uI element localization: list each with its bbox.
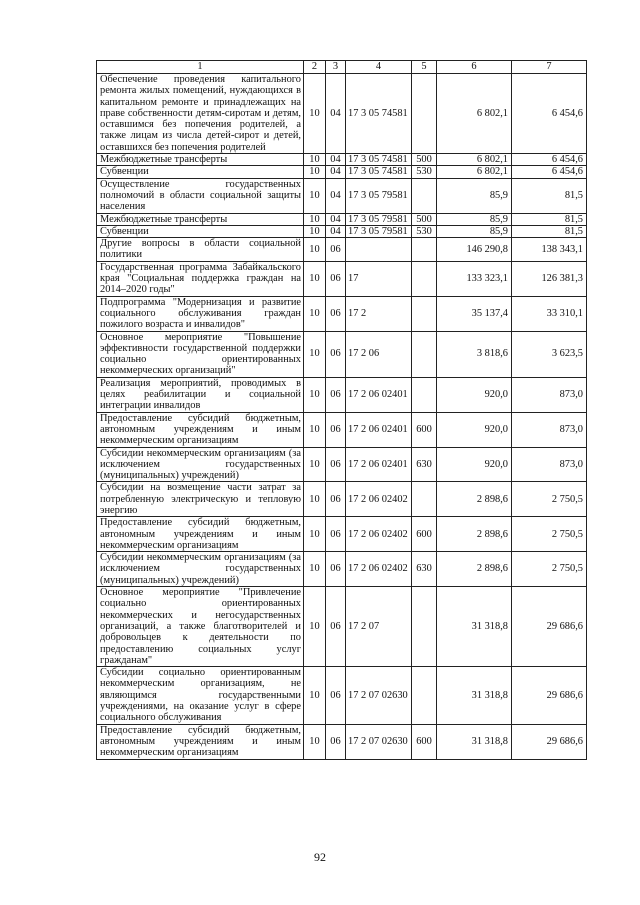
row-section-cell: 10 — [304, 261, 326, 296]
table-row — [97, 724, 587, 759]
row-section-cell: 10 — [304, 296, 326, 331]
row-name-cell: Межбюджетные трансферты — [97, 154, 304, 166]
row-section-cell: 10 — [304, 412, 326, 447]
row-amount-col7-cell: 81,5 — [512, 178, 587, 213]
table-row — [97, 377, 587, 412]
row-amount-col7-cell: 81,5 — [512, 213, 587, 225]
row-target-article-cell: 17 2 06 02402 — [346, 482, 412, 517]
table-row — [97, 412, 587, 447]
row-subsection-cell: 06 — [326, 667, 346, 724]
row-subsection-cell: 06 — [326, 552, 346, 587]
table-row — [97, 154, 587, 166]
budget-table — [96, 60, 587, 760]
row-target-article-cell: 17 2 06 02401 — [346, 447, 412, 482]
row-amount-col6-cell: 146 290,8 — [437, 238, 512, 262]
row-amount-col6-cell: 35 137,4 — [437, 296, 512, 331]
col-header-6: 6 — [437, 61, 512, 74]
row-amount-col7-cell: 2 750,5 — [512, 482, 587, 517]
row-subsection-cell: 04 — [326, 178, 346, 213]
row-amount-col6-cell: 31 318,8 — [437, 587, 512, 667]
row-name-cell: Межбюджетные трансферты — [97, 213, 304, 225]
row-amount-col7-cell: 126 381,3 — [512, 261, 587, 296]
row-name-cell: Государственная программа Забайкальского края "Социальная поддержка граждан на 2014–2020 годы" — [97, 261, 304, 296]
row-target-article-cell: 17 2 06 02402 — [346, 517, 412, 552]
row-expense-type-cell — [412, 178, 437, 213]
row-name-cell: Предоставление субсидий бюджетным, автономным учреждениям и иным некоммерческим организациям — [97, 412, 304, 447]
row-subsection-cell: 04 — [326, 166, 346, 178]
row-subsection-cell: 06 — [326, 296, 346, 331]
row-amount-col6-cell: 6 802,1 — [437, 74, 512, 154]
row-section-cell: 10 — [304, 238, 326, 262]
row-name-cell: Основное мероприятие "Привлечение социально ориентированных некоммерческих и негосударственных организаций, а также благотворителей и добровольцев к деятельности по предоставлению социальных услуг гражданам" — [97, 587, 304, 667]
row-amount-col7-cell: 29 686,6 — [512, 724, 587, 759]
row-section-cell: 10 — [304, 724, 326, 759]
row-target-article-cell: 17 2 07 02630 — [346, 724, 412, 759]
table-row — [97, 587, 587, 667]
table-row — [97, 166, 587, 178]
table-row — [97, 296, 587, 331]
row-section-cell: 10 — [304, 667, 326, 724]
row-expense-type-cell: 530 — [412, 225, 437, 237]
row-name-cell: Другие вопросы в области социальной политики — [97, 238, 304, 262]
row-amount-col6-cell: 85,9 — [437, 213, 512, 225]
row-amount-col7-cell: 3 623,5 — [512, 331, 587, 377]
row-amount-col6-cell: 3 818,6 — [437, 331, 512, 377]
table-row — [97, 74, 587, 154]
row-amount-col7-cell: 873,0 — [512, 412, 587, 447]
row-subsection-cell: 06 — [326, 261, 346, 296]
row-amount-col7-cell: 33 310,1 — [512, 296, 587, 331]
row-section-cell: 10 — [304, 517, 326, 552]
row-name-cell: Предоставление субсидий бюджетным, автономным учреждениям и иным некоммерческим организациям — [97, 724, 304, 759]
row-expense-type-cell — [412, 667, 437, 724]
row-section-cell: 10 — [304, 74, 326, 154]
row-amount-col6-cell: 31 318,8 — [437, 667, 512, 724]
row-name-cell: Осуществление государственных полномочий в области социальной защиты населения — [97, 178, 304, 213]
row-subsection-cell: 06 — [326, 238, 346, 262]
row-subsection-cell: 06 — [326, 724, 346, 759]
table-row — [97, 238, 587, 262]
row-amount-col6-cell: 920,0 — [437, 377, 512, 412]
row-target-article-cell: 17 2 07 — [346, 587, 412, 667]
row-subsection-cell: 04 — [326, 154, 346, 166]
row-amount-col7-cell: 6 454,6 — [512, 74, 587, 154]
row-name-cell: Субсидии некоммерческим организациям (за исключением государственных (муниципальных) учреждений) — [97, 447, 304, 482]
row-section-cell: 10 — [304, 587, 326, 667]
col-header-4: 4 — [346, 61, 412, 74]
row-name-cell: Основное мероприятие "Повышение эффективности государственной поддержки социально ориентированных некоммерческих организаций" — [97, 331, 304, 377]
table-row — [97, 261, 587, 296]
row-expense-type-cell — [412, 331, 437, 377]
row-subsection-cell: 06 — [326, 377, 346, 412]
row-amount-col7-cell: 2 750,5 — [512, 517, 587, 552]
row-name-cell: Предоставление субсидий бюджетным, автономным учреждениям и иным некоммерческим организациям — [97, 517, 304, 552]
row-name-cell: Обеспечение проведения капитального ремонта жилых помещений, нуждающихся в капитальном ремонте и принадлежащих на праве собственности детям-сиротам и детям, оставшимся без попечения родителей, а также лицам из числа детей-сирот и детей, оставшихся без попечения родителей — [97, 74, 304, 154]
row-section-cell: 10 — [304, 331, 326, 377]
row-section-cell: 10 — [304, 377, 326, 412]
row-amount-col6-cell: 133 323,1 — [437, 261, 512, 296]
row-expense-type-cell: 500 — [412, 154, 437, 166]
row-amount-col6-cell: 85,9 — [437, 178, 512, 213]
row-amount-col7-cell: 6 454,6 — [512, 166, 587, 178]
row-subsection-cell: 06 — [326, 517, 346, 552]
row-subsection-cell: 06 — [326, 482, 346, 517]
row-expense-type-cell — [412, 587, 437, 667]
table-header-row — [97, 61, 587, 74]
row-expense-type-cell — [412, 296, 437, 331]
table-row — [97, 552, 587, 587]
row-target-article-cell: 17 3 05 74581 — [346, 74, 412, 154]
row-section-cell: 10 — [304, 166, 326, 178]
row-expense-type-cell: 600 — [412, 724, 437, 759]
row-expense-type-cell: 600 — [412, 517, 437, 552]
col-header-2: 2 — [304, 61, 326, 74]
row-subsection-cell: 04 — [326, 213, 346, 225]
table-row — [97, 225, 587, 237]
row-target-article-cell: 17 2 06 02401 — [346, 412, 412, 447]
table-row — [97, 482, 587, 517]
row-subsection-cell: 04 — [326, 225, 346, 237]
table-row — [97, 517, 587, 552]
row-target-article-cell: 17 2 07 02630 — [346, 667, 412, 724]
row-name-cell: Субсидии социально ориентированным некоммерческим организациям, не являющимся государственными учреждениями, на оказание услуг в сфере социального обслуживания — [97, 667, 304, 724]
row-expense-type-cell — [412, 238, 437, 262]
row-name-cell: Субсидии на возмещение части затрат за потребленную электрическую и тепловую энергию — [97, 482, 304, 517]
row-target-article-cell — [346, 238, 412, 262]
table-row — [97, 447, 587, 482]
row-target-article-cell: 17 3 05 79581 — [346, 178, 412, 213]
row-target-article-cell: 17 3 05 74581 — [346, 166, 412, 178]
row-subsection-cell: 06 — [326, 331, 346, 377]
row-target-article-cell: 17 2 06 — [346, 331, 412, 377]
page-number: 92 — [314, 850, 326, 864]
col-header-7: 7 — [512, 61, 587, 74]
row-amount-col7-cell: 29 686,6 — [512, 587, 587, 667]
row-amount-col6-cell: 2 898,6 — [437, 482, 512, 517]
row-name-cell: Субвенции — [97, 166, 304, 178]
table-row — [97, 213, 587, 225]
row-amount-col6-cell: 2 898,6 — [437, 552, 512, 587]
row-section-cell: 10 — [304, 552, 326, 587]
table-row — [97, 331, 587, 377]
row-expense-type-cell — [412, 377, 437, 412]
row-expense-type-cell: 500 — [412, 213, 437, 225]
row-target-article-cell: 17 — [346, 261, 412, 296]
row-name-cell: Субсидии некоммерческим организациям (за исключением государственных (муниципальных) учреждений) — [97, 552, 304, 587]
row-target-article-cell: 17 2 06 02401 — [346, 377, 412, 412]
row-amount-col6-cell: 85,9 — [437, 225, 512, 237]
row-section-cell: 10 — [304, 225, 326, 237]
row-expense-type-cell — [412, 261, 437, 296]
row-name-cell: Субвенции — [97, 225, 304, 237]
row-section-cell: 10 — [304, 482, 326, 517]
col-header-5: 5 — [412, 61, 437, 74]
row-target-article-cell: 17 2 06 02402 — [346, 552, 412, 587]
row-expense-type-cell — [412, 482, 437, 517]
row-amount-col6-cell: 6 802,1 — [437, 154, 512, 166]
row-amount-col6-cell: 31 318,8 — [437, 724, 512, 759]
row-target-article-cell: 17 2 — [346, 296, 412, 331]
row-subsection-cell: 04 — [326, 74, 346, 154]
col-header-1: 1 — [97, 61, 304, 74]
table-body — [97, 74, 587, 760]
table-row — [97, 667, 587, 724]
row-amount-col6-cell: 920,0 — [437, 412, 512, 447]
row-section-cell: 10 — [304, 154, 326, 166]
row-amount-col7-cell: 81,5 — [512, 225, 587, 237]
row-expense-type-cell: 530 — [412, 166, 437, 178]
row-expense-type-cell: 600 — [412, 412, 437, 447]
row-amount-col6-cell: 920,0 — [437, 447, 512, 482]
row-amount-col7-cell: 6 454,6 — [512, 154, 587, 166]
row-target-article-cell: 17 3 05 79581 — [346, 225, 412, 237]
row-expense-type-cell: 630 — [412, 447, 437, 482]
row-name-cell: Реализация мероприятий, проводимых в целях реабилитации и социальной интеграции инвалидов — [97, 377, 304, 412]
row-subsection-cell: 06 — [326, 587, 346, 667]
row-section-cell: 10 — [304, 213, 326, 225]
row-expense-type-cell — [412, 74, 437, 154]
row-expense-type-cell: 630 — [412, 552, 437, 587]
row-name-cell: Подпрограмма "Модернизация и развитие социального обслуживания граждан пожилого возраста и инвалидов" — [97, 296, 304, 331]
row-amount-col7-cell: 138 343,1 — [512, 238, 587, 262]
col-header-3: 3 — [326, 61, 346, 74]
row-amount-col7-cell: 2 750,5 — [512, 552, 587, 587]
row-amount-col6-cell: 6 802,1 — [437, 166, 512, 178]
row-section-cell: 10 — [304, 447, 326, 482]
row-target-article-cell: 17 3 05 79581 — [346, 213, 412, 225]
budget-table-page — [96, 60, 586, 760]
row-amount-col6-cell: 2 898,6 — [437, 517, 512, 552]
row-amount-col7-cell: 873,0 — [512, 377, 587, 412]
table-row — [97, 178, 587, 213]
row-amount-col7-cell: 29 686,6 — [512, 667, 587, 724]
row-section-cell: 10 — [304, 178, 326, 213]
row-subsection-cell: 06 — [326, 447, 346, 482]
row-amount-col7-cell: 873,0 — [512, 447, 587, 482]
row-target-article-cell: 17 3 05 74581 — [346, 154, 412, 166]
row-subsection-cell: 06 — [326, 412, 346, 447]
